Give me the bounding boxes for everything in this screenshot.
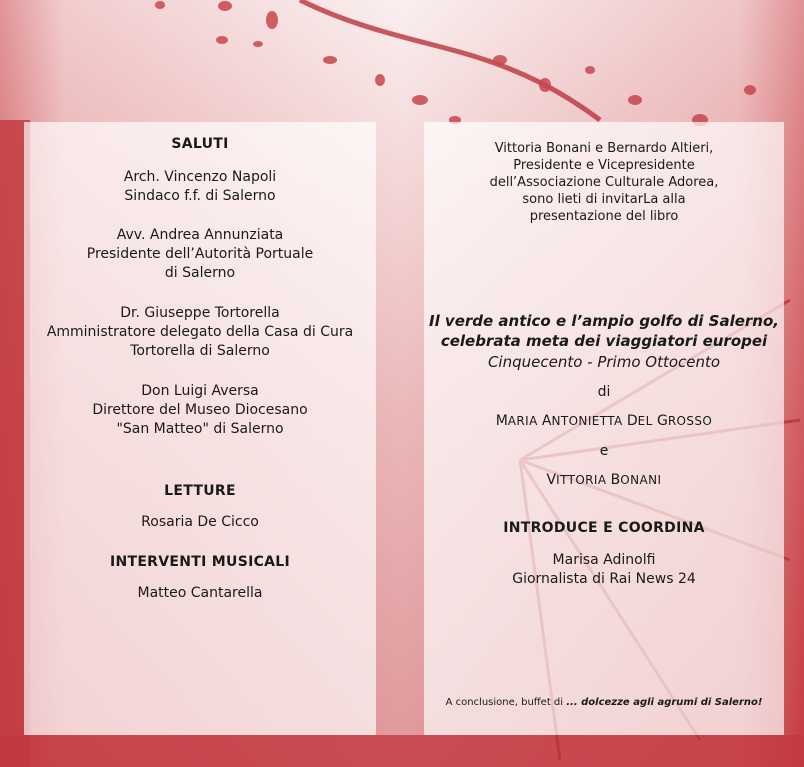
musica-name: Matteo Cantarella <box>137 585 263 601</box>
speaker-role-line2: "San Matteo" di Salerno <box>116 421 284 437</box>
author-1: MARIA ANTONIETTA DEL GROSSO <box>495 413 713 429</box>
speaker-name: Don Luigi Aversa <box>141 383 259 399</box>
invite-line: presentazione del libro <box>529 209 679 224</box>
book-title-line2: celebrata meta dei viaggiatori europei <box>440 332 768 350</box>
speaker-role: Direttore del Museo Diocesano <box>92 402 308 418</box>
coord-role: Giornalista di Rai News 24 <box>512 571 696 587</box>
invite-line: Presidente e Vicepresidente <box>513 158 695 173</box>
invite-line: Vittoria Bonani e Bernardo Altieri, <box>494 141 714 156</box>
letture-name: Rosaria De Cicco <box>141 514 259 530</box>
speaker-name: Avv. Andrea Annunziata <box>116 227 284 243</box>
musica-heading: INTERVENTI MUSICALI <box>109 554 291 570</box>
speaker-role-line2: Tortorella di Salerno <box>130 343 270 359</box>
coord-name: Marisa Adinolfi <box>552 552 656 568</box>
book-title-line1: Il verde antico e l’ampio golfo di Salerno, <box>428 312 779 330</box>
letture-heading: LETTURE <box>164 483 236 499</box>
footer-note <box>424 694 784 712</box>
author-e: e <box>599 443 609 459</box>
speaker-role: Sindaco f.f. di Salerno <box>124 188 276 204</box>
footer-em: ... dolcezze agli agrumi di Salerno! <box>566 697 763 708</box>
invite-line: sono lieti di invitarLa alla <box>522 192 686 207</box>
author-di: di <box>597 384 611 400</box>
author-2: VITTORIA BONANI <box>546 472 662 488</box>
footer-pre: A conclusione, buffet di <box>445 697 564 708</box>
saluti-heading: SALUTI <box>171 136 229 152</box>
speaker-role-line2: di Salerno <box>164 265 236 281</box>
coord-heading: INTRODUCE E COORDINA <box>503 520 705 536</box>
speaker-role: Amministratore delegato della Casa di Cura <box>46 324 354 340</box>
speaker-role: Presidente dell’Autorità Portuale <box>86 246 314 262</box>
speaker-name: Dr. Giuseppe Tortorella <box>120 305 280 321</box>
book-subtitle: Cinquecento - Primo Ottocento <box>487 353 721 371</box>
invite-line: dell’Associazione Culturale Adorea, <box>489 175 719 190</box>
speaker-name: Arch. Vincenzo Napoli <box>123 169 277 185</box>
